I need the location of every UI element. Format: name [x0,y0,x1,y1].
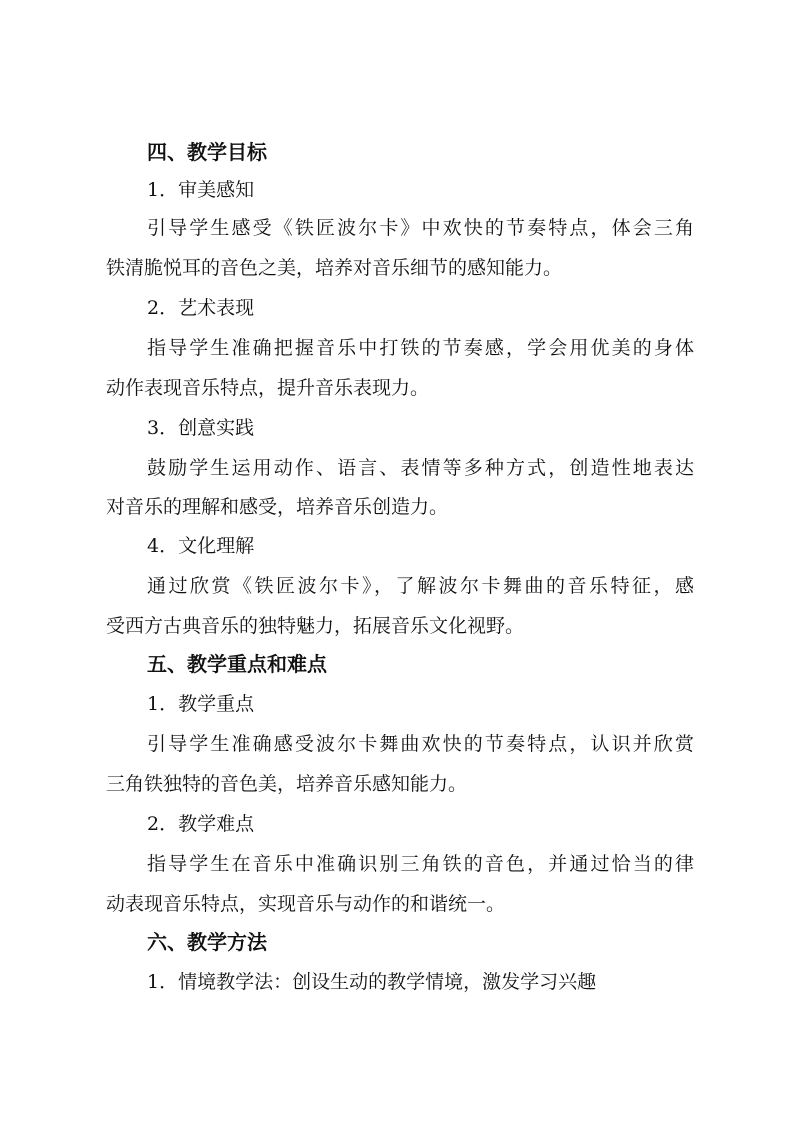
subheading-situational-method: 1．情境教学法：创设生动的教学情境，激发学习兴趣 [147,971,597,993]
section-heading-objectives: 四、教学目标 [147,140,267,164]
paragraph-line: 铁清脆悦耳的音色之美，培养对音乐细节的感知能力。 [106,257,563,279]
subheading-cultural-understanding: 4．文化理解 [147,535,255,557]
paragraph-line: 受西方古典音乐的独特魅力，拓展音乐文化视野。 [106,615,525,637]
paragraph-line: 对音乐的理解和感受，培养音乐创造力。 [106,496,449,518]
paragraph-line: 引导学生准确感受波尔卡舞曲欢快的节奏特点，认识并欣赏 [147,733,694,755]
paragraph-line: 动表现音乐特点，实现音乐与动作的和谐统一。 [106,893,506,915]
subheading-teaching-difficulty: 2．教学难点 [147,813,255,835]
subheading-teaching-focus: 1．教学重点 [147,693,255,715]
section-heading-methods: 六、教学方法 [147,930,267,954]
paragraph-line: 三角铁独特的音色美，培养音乐感知能力。 [106,773,468,795]
paragraph-line: 引导学生感受《铁匠波尔卡》中欢快的节奏特点，体会三角 [147,217,694,239]
paragraph-line: 指导学生在音乐中准确识别三角铁的音色，并通过恰当的律 [147,853,694,875]
subheading-artistic-expression: 2．艺术表现 [147,297,255,319]
paragraph-line: 通过欣赏《铁匠波尔卡》，了解波尔卡舞曲的音乐特征，感 [147,575,694,597]
section-heading-key-points: 五、教学重点和难点 [147,652,327,676]
subheading-creative-practice: 3．创意实践 [147,417,255,439]
paragraph-line: 指导学生准确把握音乐中打铁的节奏感，学会用优美的身体 [147,337,694,359]
subheading-aesthetic-perception: 1．审美感知 [147,179,255,201]
paragraph-line: 动作表现音乐特点，提升音乐表现力。 [106,377,430,399]
paragraph-line: 鼓励学生运用动作、语言、表情等多种方式，创造性地表达 [147,457,694,479]
